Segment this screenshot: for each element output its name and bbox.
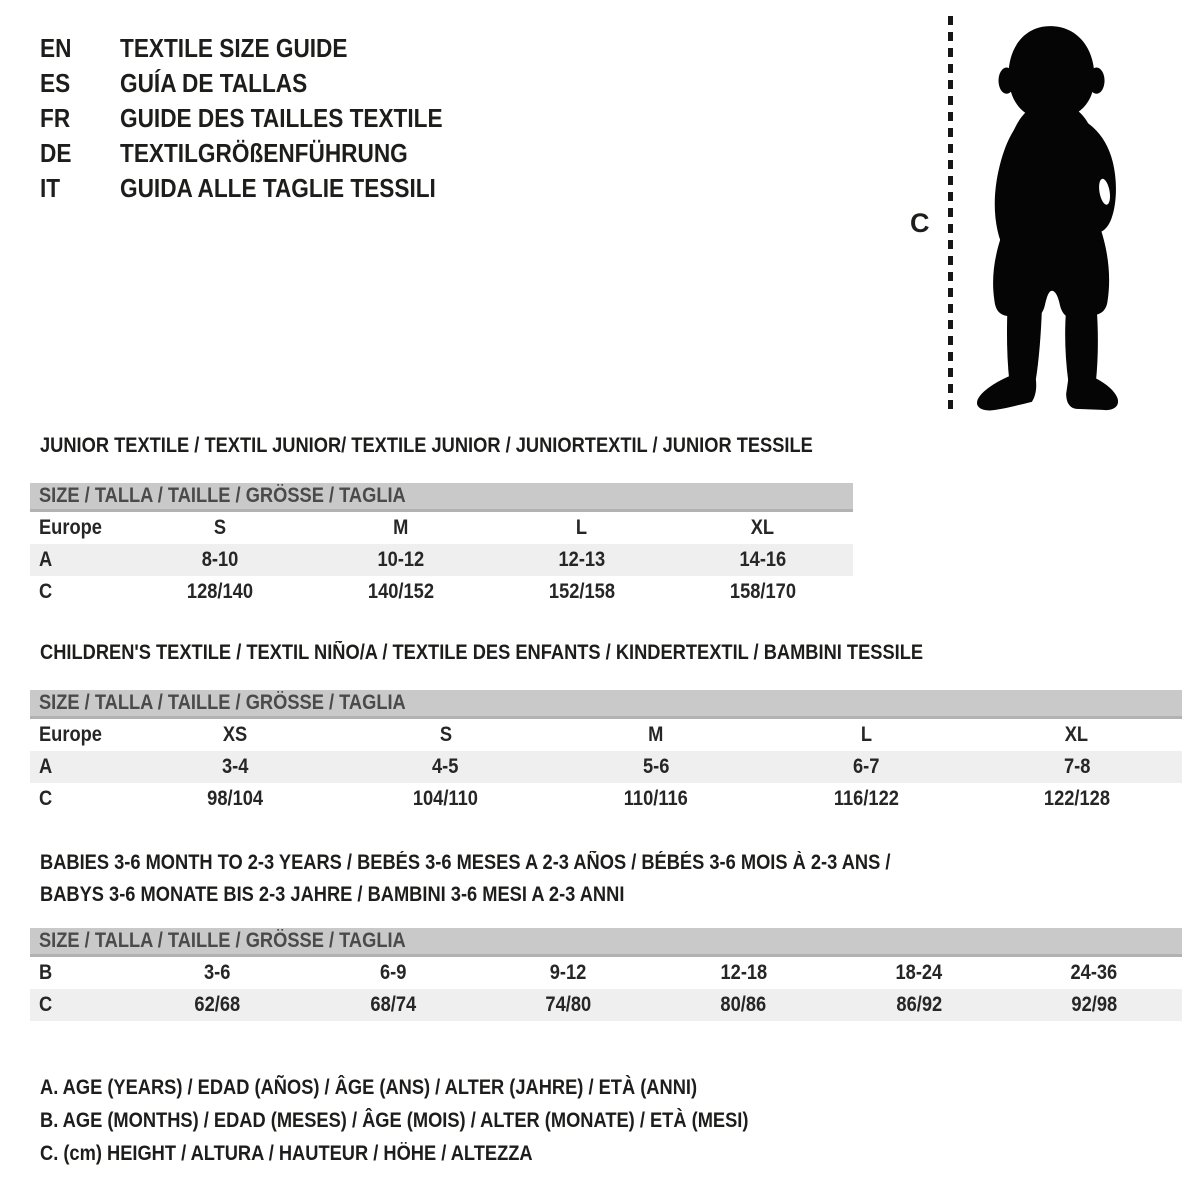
language-label: GUIDA ALLE TAGLIE TESSILI <box>120 173 436 203</box>
cell-value: 3-6 <box>204 961 231 984</box>
legend-line-a: A. AGE (YEARS) / EDAD (AÑOS) / ÂGE (ANS) / ALTER (JAHRE) / ETÀ (ANNI) <box>40 1076 698 1099</box>
cell-value: M <box>393 516 409 539</box>
legend-line-c: C. (cm) HEIGHT / ALTURA / HAUTEUR / HÖHE / ALTEZZA <box>40 1142 533 1165</box>
language-code: ES <box>40 68 71 98</box>
cell-value: 6-9 <box>379 961 407 984</box>
row-label: A <box>39 755 53 778</box>
junior-size-table <box>30 483 853 608</box>
cell-value: 18-24 <box>895 961 943 984</box>
cell-value: 10-12 <box>377 548 425 571</box>
cell-value: 68/74 <box>370 993 416 1016</box>
cell-value: 116/122 <box>833 787 899 810</box>
cell-value: 74/80 <box>545 993 592 1016</box>
row-label: C <box>39 993 53 1016</box>
language-code: EN <box>40 33 72 63</box>
cell-value: L <box>860 723 872 746</box>
table-row-europe <box>30 719 1182 751</box>
row-label: C <box>39 787 53 810</box>
cell-value: S <box>439 723 452 746</box>
language-label: TEXTILE SIZE GUIDE <box>120 33 348 63</box>
language-row-fr <box>40 101 491 136</box>
cell-value: 110/116 <box>623 787 688 810</box>
language-label: TEXTILGRÖßENFÜHRUNG <box>120 138 408 168</box>
row-label: B <box>39 961 53 984</box>
table-row-age-months <box>30 957 1182 989</box>
table-row-height <box>30 576 853 608</box>
measurement-legend <box>40 1071 854 1170</box>
cell-value: XL <box>750 516 775 539</box>
cell-value: 158/170 <box>729 580 796 603</box>
height-measure-label: C <box>910 208 930 238</box>
row-label: Europe <box>39 516 102 539</box>
cell-value: 98/104 <box>207 787 264 810</box>
cell-value: 4-5 <box>432 755 459 778</box>
cell-value: L <box>576 516 588 539</box>
cell-value: 152/158 <box>548 580 615 603</box>
language-code: IT <box>40 173 61 203</box>
cell-value: 128/140 <box>187 580 254 603</box>
cell-value: 3-4 <box>221 755 249 778</box>
children-section-title: CHILDREN'S TEXTILE / TEXTIL NIÑO/A / TEXTILE DES ENFANTS / KINDERTEXTIL / BAMBINI TESSILE <box>40 641 924 664</box>
cell-value: 7-8 <box>1063 755 1090 778</box>
table-row-age <box>30 544 853 576</box>
table-row-europe <box>30 512 853 544</box>
children-size-table <box>30 690 1182 815</box>
cell-value: 5-6 <box>642 755 670 778</box>
language-code: DE <box>40 138 72 168</box>
language-label: GUIDE DES TAILLES TEXTILE <box>120 103 443 133</box>
cell-value: 8-10 <box>202 548 239 571</box>
table-row-height <box>30 783 1182 815</box>
size-header-bar: SIZE / TALLA / TAILLE / GRÖSSE / TAGLIA <box>30 928 1182 957</box>
row-label: A <box>39 548 53 571</box>
row-label: C <box>39 580 53 603</box>
language-row-en <box>40 31 491 66</box>
cell-value: S <box>214 516 227 539</box>
cell-value: 140/152 <box>368 580 435 603</box>
junior-section-title: JUNIOR TEXTILE / TEXTIL JUNIOR/ TEXTILE JUNIOR / JUNIORTEXTIL / JUNIOR TESSILE <box>40 434 813 457</box>
cell-value: XL <box>1065 723 1089 746</box>
cell-value: 12-18 <box>720 961 768 984</box>
babies-section-title: BABIES 3-6 MONTH TO 2-3 YEARS / BEBÉS 3-6 MESES A 2-3 AÑOS / BÉBÉS 3-6 MOIS À 2-3 ANS / BABYS 3-6 MONATE BIS 2-3 JAHRE / BAMBINI 3-6 MESI A 2-3 ANNI <box>40 851 891 906</box>
size-header-bar: SIZE / TALLA / TAILLE / GRÖSSE / TAGLIA <box>30 690 1182 719</box>
size-header-bar: SIZE / TALLA / TAILLE / GRÖSSE / TAGLIA <box>30 483 853 512</box>
cell-value: 14-16 <box>739 548 786 571</box>
cell-value: XS <box>223 723 248 746</box>
toddler-silhouette-icon <box>962 14 1136 418</box>
language-list <box>40 31 491 206</box>
language-code: FR <box>40 103 71 133</box>
language-row-it <box>40 171 491 206</box>
language-row-de <box>40 136 491 171</box>
cell-value: 86/92 <box>896 993 942 1016</box>
legend-line-b: B. AGE (MONTHS) / EDAD (MESES) / ÂGE (MOIS) / ALTER (MONATE) / ETÀ (MESI) <box>40 1109 749 1132</box>
language-row-es <box>40 66 491 101</box>
cell-value: 104/110 <box>413 787 479 810</box>
cell-value: 62/68 <box>194 993 241 1016</box>
cell-value: M <box>648 723 664 746</box>
babies-size-table <box>30 928 1182 1021</box>
cell-value: 12-13 <box>558 548 606 571</box>
cell-value: 80/86 <box>720 993 767 1016</box>
table-row-height <box>30 989 1182 1021</box>
cell-value: 24-36 <box>1070 961 1118 984</box>
language-label: GUÍA DE TALLAS <box>120 68 308 98</box>
cell-value: 122/128 <box>1043 787 1110 810</box>
table-row-age <box>30 751 1182 783</box>
cell-value: 9-12 <box>550 961 587 984</box>
row-label: Europe <box>39 723 102 746</box>
height-measure-dashed-line <box>948 16 953 416</box>
cell-value: 92/98 <box>1071 993 1118 1016</box>
cell-value: 6-7 <box>853 755 880 778</box>
